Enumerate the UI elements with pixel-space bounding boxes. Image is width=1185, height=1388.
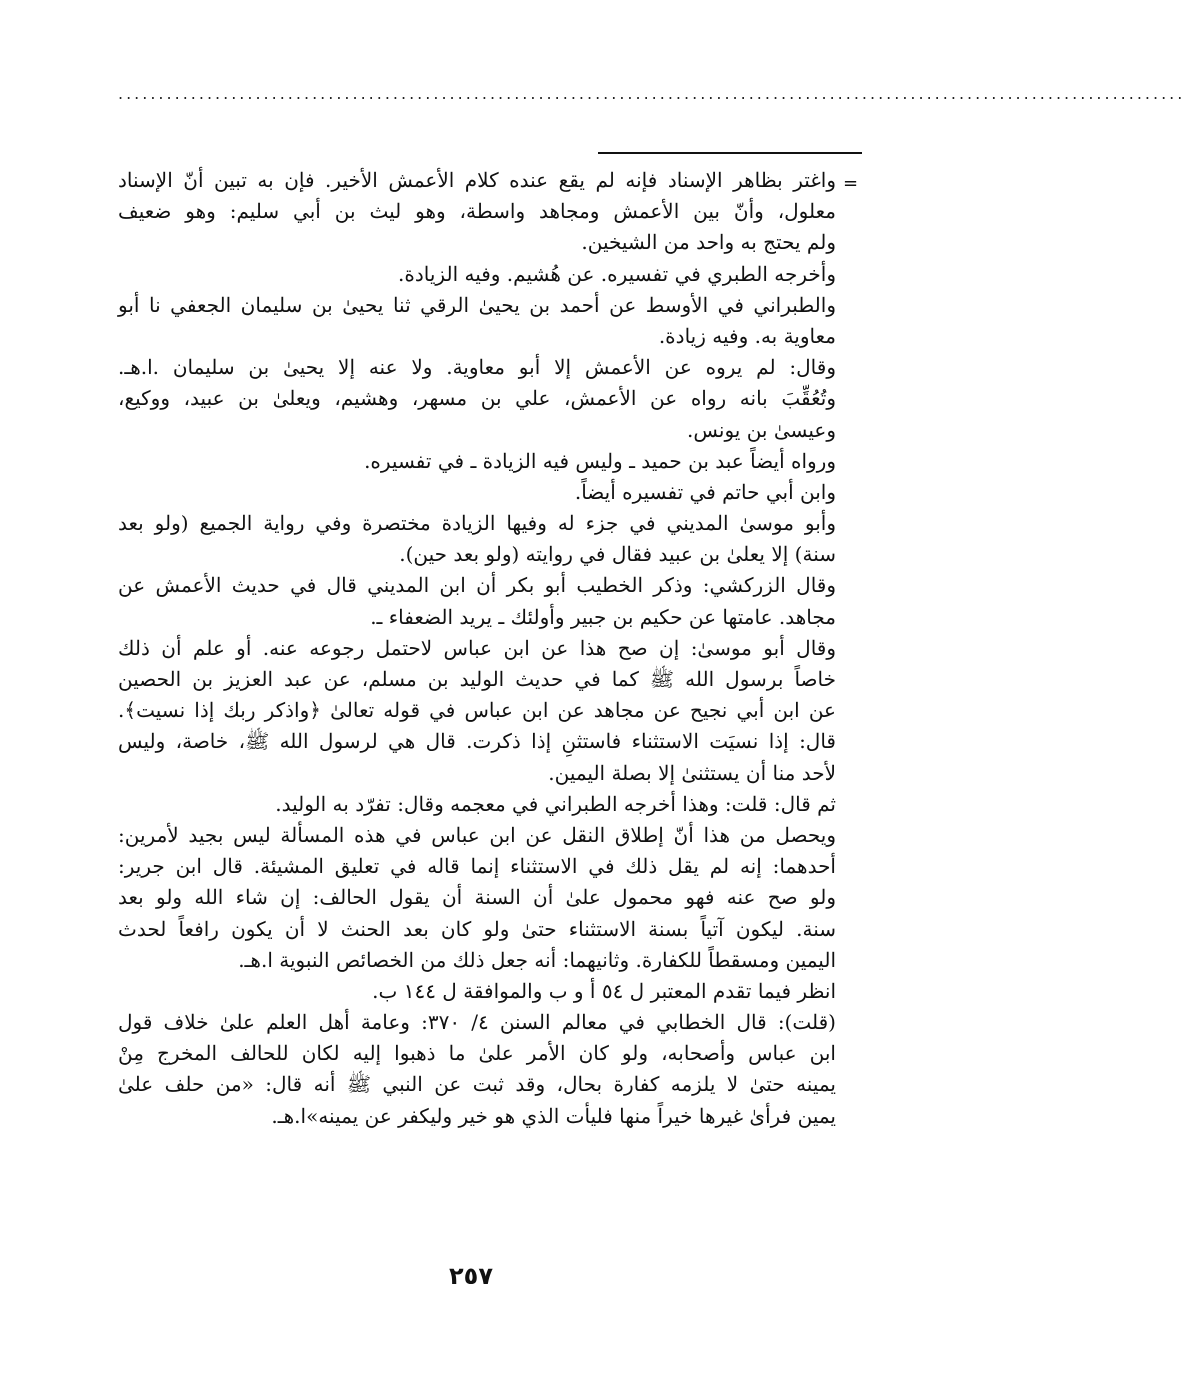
text-line: يمين فرأىٰ غيرها خيراً منها فليأت الذي هو خير وليكفر عن يمينه»ا.هـ. bbox=[271, 1103, 836, 1128]
footnote-continuation-mark: = bbox=[843, 173, 859, 194]
text-line: لأحد منا أن يستثنىٰ إلا بصلة اليمين. bbox=[548, 760, 836, 785]
text-line: ويحصل من هذا أنّ إطلاق النقل عن ابن عباس في هذه المسألة ليس بجيد لأمرين: bbox=[118, 822, 836, 847]
footnote-text bbox=[118, 165, 836, 1132]
text-line: ولم يحتج به واحد من الشيخين. bbox=[581, 230, 836, 255]
text-line: وتُعُقِّبَ بانه رواه عن الأعمش، علي بن مسهر، وهشيم، ويعلىٰ بن عبيد، ووكيع، bbox=[118, 386, 836, 411]
text-line: انظر فيما تقدم المعتبر ل ٥٤ أ و ب والموافقة ل ١٤٤ ب. bbox=[372, 978, 836, 1003]
text-line: ثم قال: قلت: وهذا أخرجه الطبراني في معجمه وقال: تفرّد به الوليد. bbox=[275, 791, 836, 816]
text-line: معاوية به. وفيه زيادة. bbox=[658, 323, 836, 348]
text-line: واغتر بظاهر الإسناد فإنه لم يقع عنده كلام الأعمش الأخير. فإن به تبين أنّ الإسناد bbox=[118, 168, 836, 192]
text-line: وعيسىٰ بن يونس. bbox=[687, 417, 836, 442]
text-line: سنة) إلا يعلىٰ بن عبيد فقال في روايته (ولو بعد حين). bbox=[399, 542, 836, 567]
text-line: عن ابن أبي نجيح عن مجاهد عن ابن عباس في قوله تعالىٰ ﴿واذكر ربك إذا نسيت﴾. bbox=[118, 698, 836, 723]
text-line: وقال الزركشي: وذكر الخطيب أبو بكر أن ابن المديني قال في حديث الأعمش عن bbox=[118, 573, 836, 598]
text-line: مجاهد. عامتها عن حكيم بن جبير وأولئك ـ يريد الضعفاء ـ. bbox=[370, 604, 836, 629]
text-line: ابن عباس وأصحابه، ولو كان الأمر علىٰ ما ذهبوا إليه لكان للحالف المخرج مِنْ bbox=[118, 1041, 836, 1066]
text-line: وقال أبو موسىٰ: إن صح هذا عن ابن عباس لاحتمل رجوعه عنه. أو علم أن ذلك bbox=[118, 635, 837, 660]
text-line: قال: إذا نسيَت الاستثناء فاستثنِ إذا ذكرت. قال هي لرسول الله ﷺ، خاصة، وليس bbox=[118, 729, 836, 754]
text-line: اليمين ومسقطاً للكفارة. وثانيهما: أنه جعل ذلك من الخصائص النبوية ا.هـ. bbox=[238, 947, 836, 972]
dotted-separator: .................................................................................................................................... bbox=[118, 84, 1185, 103]
page-number: ٢٥٧ bbox=[449, 1262, 493, 1290]
text-line: وأخرجه الطبري في تفسيره. عن هُشيم. وفيه الزيادة. bbox=[398, 261, 836, 286]
text-line: (قلت): قال الخطابي في معالم السنن ٤/ ٣٧٠: وعامة أهل العلم علىٰ خلاف قول bbox=[118, 1010, 836, 1035]
text-line: معلول، وأنّ بين الأعمش ومجاهد واسطة، وهو ليث بن أبي سليم: وهو ضعيف bbox=[118, 199, 836, 224]
text-line: يمينه حتىٰ لا يلزمه كفارة بحال، وقد ثبت عن النبي ﷺ أنه قال: «من حلف علىٰ bbox=[118, 1072, 836, 1097]
text-line: سنة. ليكون آتياً بسنة الاستثناء حتىٰ ولو كان بعد الحنث لا أن يكون رافعاً لحدث bbox=[118, 916, 837, 941]
text-line: ولو صح عنه فهو محمول علىٰ أن السنة أن يقول الحالف: إن شاء الله ولو بعد bbox=[118, 885, 836, 910]
text-line: والطبراني في الأوسط عن أحمد بن يحيىٰ الرقي ثنا يحيىٰ بن سليمان الجعفي نا أبو bbox=[118, 292, 836, 317]
text-line: وقال: لم يروه عن الأعمش إلا أبو معاوية. ولا عنه إلا يحيىٰ بن سليمان .ا.هـ. bbox=[118, 355, 836, 380]
footnote-separator-rule bbox=[598, 152, 862, 154]
text-line: وابن أبي حاتم في تفسيره أيضاً. bbox=[574, 479, 836, 504]
text-line: ورواه أيضاً عبد بن حميد ـ وليس فيه الزيادة ـ في تفسيره. bbox=[364, 448, 836, 473]
text-line: خاصاً برسول الله ﷺ كما في حديث الوليد بن مسلم، عن عبد العزيز بن الحصين bbox=[118, 667, 836, 691]
text-line: وأبو موسىٰ المديني في جزء له وفيها الزيادة مختصرة وفي رواية الجميع (ولو بعد bbox=[118, 511, 836, 536]
text-line: أحدهما: إنه لم يقل ذلك في الاستثناء إنما قاله في تعليق المشيئة. قال ابن جرير: bbox=[118, 854, 836, 879]
